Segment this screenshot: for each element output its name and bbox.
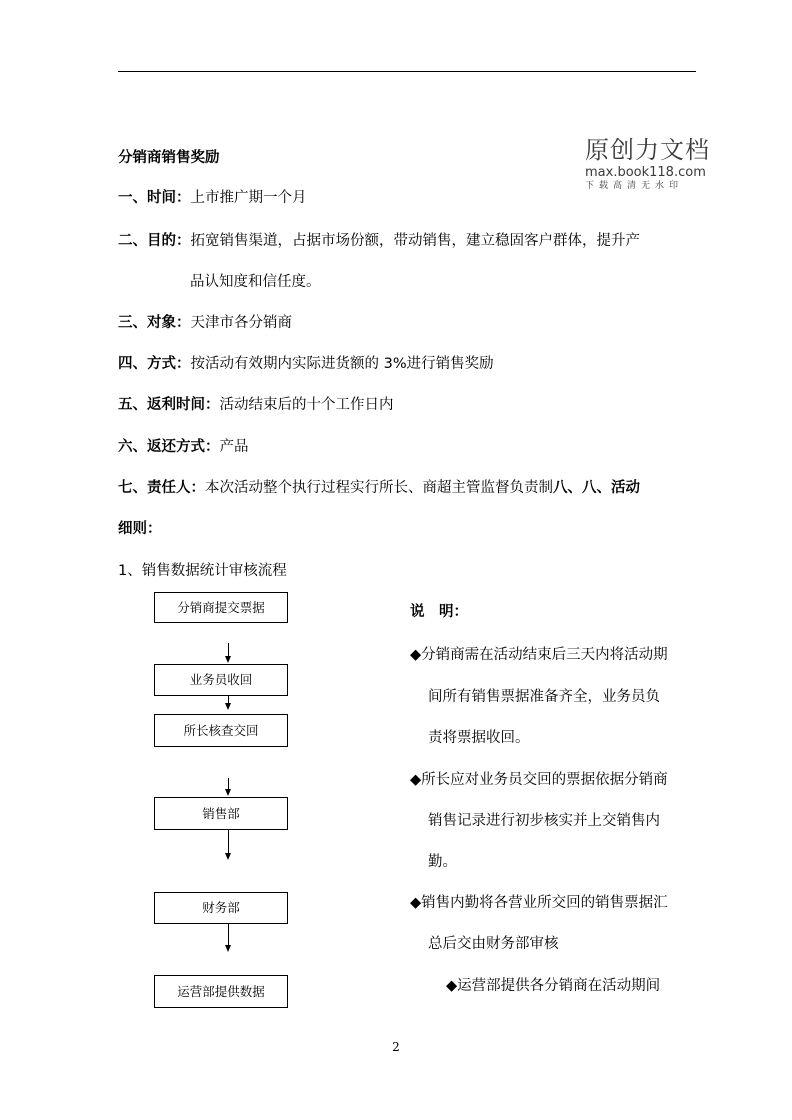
item-label: 七、责任人： — [118, 480, 205, 496]
note-line: 总后交由财务部审核 — [428, 936, 559, 952]
flow-connector — [228, 830, 229, 854]
note-line: ◆分销商需在活动结束后三天内将活动期 — [410, 647, 668, 663]
flow-connector — [228, 924, 229, 946]
header-rule — [118, 71, 696, 72]
flow-arrow — [225, 853, 231, 860]
item-tail: 八、八、活动 — [553, 480, 640, 496]
note-line: 责将票据收回。 — [428, 730, 530, 746]
item-label: 五、返利时间： — [118, 397, 220, 413]
notes-title: 说 明： — [410, 604, 468, 620]
doc-title: 分销商销售奖励 — [118, 150, 220, 166]
item-text: 按活动有效期内实际进货额的 3%进行销售奖励 — [190, 356, 494, 372]
item-purpose — [118, 231, 640, 251]
flow-arrow — [225, 703, 231, 710]
flow-step-operations: 运营部提供数据 — [154, 975, 288, 1008]
item-method — [118, 354, 494, 374]
watermark-title: 原创力文档 — [585, 136, 710, 164]
section-heading: 1、销售数据统计审核流程 — [118, 563, 287, 579]
item-label: 四、方式： — [118, 356, 191, 372]
item-purpose-cont: 品认知度和信任度。 — [190, 274, 321, 290]
note-line: ◆所长应对业务员交回的票据依据分销商 — [410, 772, 668, 788]
flow-step-submit: 分销商提交票据 — [154, 592, 288, 623]
item-time — [118, 188, 307, 208]
item-label: 六、返还方式： — [118, 439, 220, 455]
item-label: 二、目的： — [118, 233, 191, 249]
item-label: 三、对象： — [118, 315, 191, 331]
flow-arrow — [225, 656, 231, 663]
watermark-url: max.book118.com — [585, 165, 706, 180]
item-text: 活动结束后的十个工作日内 — [219, 397, 394, 413]
note-line: 销售记录进行初步核实并上交销售内 — [428, 813, 660, 829]
flow-step-check: 所长核查交回 — [154, 714, 288, 747]
flow-connector — [228, 643, 229, 657]
item-responsible — [118, 478, 640, 498]
item-text: 本次活动整个执行过程实行所长、商超主管监督负责制 — [205, 480, 553, 496]
item-text: 天津市各分销商 — [190, 315, 292, 331]
flow-step-sales: 销售部 — [154, 797, 288, 830]
flow-step-finance: 财务部 — [154, 892, 288, 924]
note-line: 勤。 — [428, 854, 457, 870]
item-rebate-time — [118, 395, 394, 415]
item-text: 上市推广期一个月 — [190, 190, 307, 206]
flow-arrow — [225, 945, 231, 952]
watermark-subtitle: 下载高清无水印 — [585, 181, 684, 191]
flow-arrow — [225, 789, 231, 796]
note-line: ◆运营部提供各分销商在活动期间 — [446, 978, 661, 994]
item-label: 一、时间： — [118, 190, 191, 206]
page-number: 2 — [392, 1040, 400, 1054]
item-text: 产品 — [219, 439, 249, 455]
item-responsible-cont: 细则： — [118, 521, 162, 537]
item-text: 拓宽销售渠道，占据市场份额，带动销售，建立稳固客户群体，提升产 — [190, 233, 640, 249]
item-target — [118, 313, 292, 333]
item-return-method — [118, 437, 249, 457]
note-line: ◆销售内勤将各营业所交回的销售票据汇 — [410, 895, 668, 911]
watermark — [585, 136, 710, 192]
note-line: 间所有销售票据准备齐全，业务员负 — [428, 689, 660, 705]
flow-step-collect: 业务员收回 — [154, 664, 288, 696]
